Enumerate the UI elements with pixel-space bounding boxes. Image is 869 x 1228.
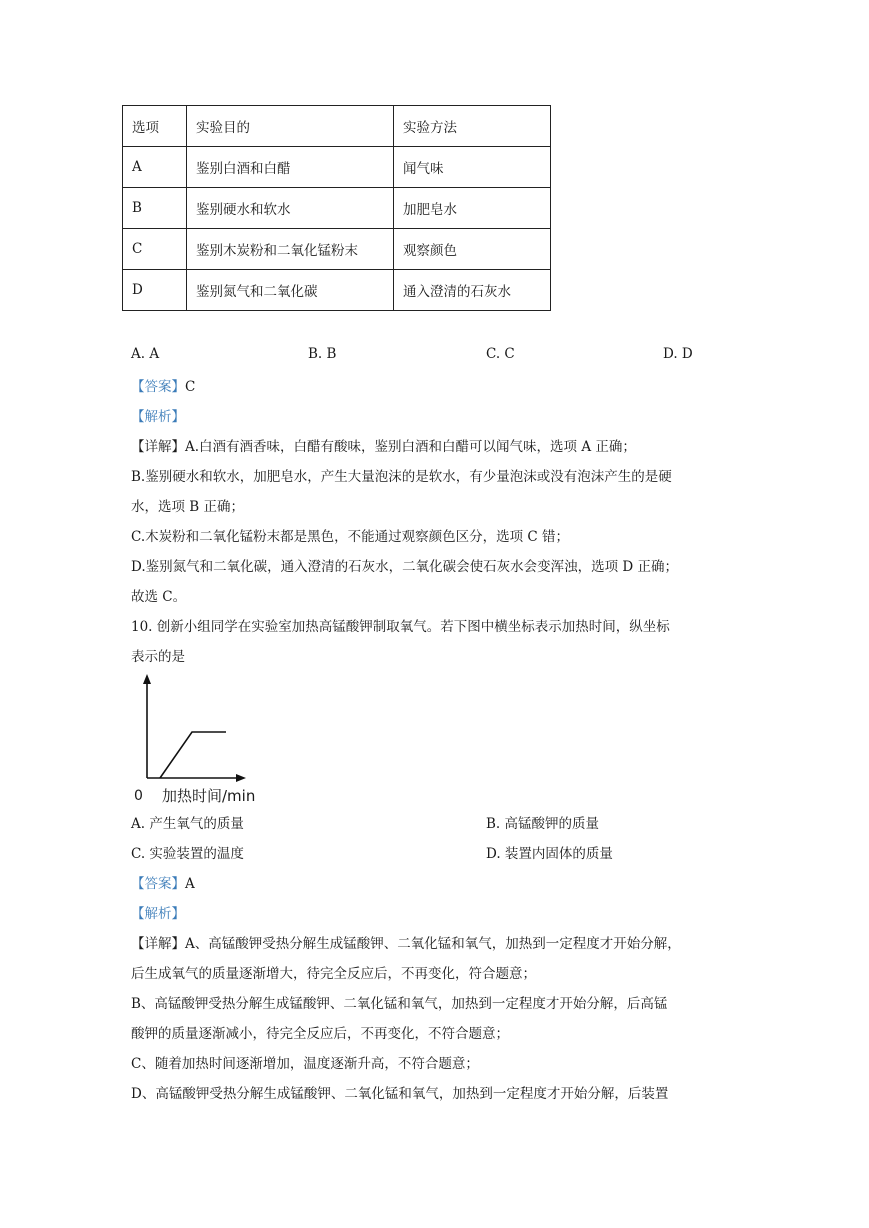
graph-origin-label: 0 [134, 788, 143, 804]
q9-analysis-tag: 【解析】 [131, 409, 185, 425]
table-cell: A [123, 147, 187, 188]
answer-tag: 【答案】 [131, 379, 185, 395]
detail-text: A.白酒有酒香味，白醋有酸味，鉴别白酒和白醋可以闻气味，选项 A 正确； [185, 439, 636, 455]
answer-tag: 【答案】 [131, 876, 185, 892]
table-row [123, 188, 551, 229]
table-cell: B [123, 188, 187, 229]
q10-stem-cont: 表示的是 [131, 649, 185, 665]
q9-option-a: A. A [131, 346, 160, 362]
q10-option-c: C. 实验装置的温度 [131, 846, 244, 862]
graph-curve [160, 732, 226, 778]
table-cell: 通入澄清的石灰水 [394, 270, 551, 311]
table-header-cell: 选项 [123, 106, 187, 147]
graph-x-axis-label: 加热时间/min [162, 787, 256, 805]
table-cell: 鉴别硬水和软水 [187, 188, 394, 229]
q10-option-d: D. 装置内固体的质量 [486, 846, 613, 862]
answer-value: A [185, 876, 195, 892]
q9-answer-line [131, 375, 195, 395]
table-header-cell: 实验目的 [187, 106, 394, 147]
y-axis-arrow-icon [143, 674, 151, 684]
q10-option-a: A. 产生氧气的质量 [131, 816, 244, 832]
q10-analysis-tag: 【解析】 [131, 906, 185, 922]
detail-tag: 【详解】 [131, 936, 185, 952]
table-cell: 鉴别白酒和白醋 [187, 147, 394, 188]
q9-explanation-line: C.木炭粉和二氧化锰粉末都是黑色，不能通过观察颜色区分，选项 C 错； [131, 529, 570, 545]
table-header-row [123, 106, 551, 147]
table-header-cell: 实验方法 [394, 106, 551, 147]
table-cell: 观察颜色 [394, 229, 551, 270]
table-cell: 鉴别氮气和二氧化碳 [187, 270, 394, 311]
answer-value: C [185, 379, 196, 395]
experiment-table [122, 105, 551, 311]
q9-explanation-line: D.鉴别氮气和二氧化碳，通入澄清的石灰水，二氧化碳会使石灰水会变浑浊，选项 D 正确； [131, 559, 679, 575]
q9-option-b: B. B [308, 346, 337, 362]
detail-text: A、高锰酸钾受热分解生成锰酸钾、二氧化锰和氧气，加热到一定程度才开始分解， [185, 936, 681, 952]
table-cell: 加肥皂水 [394, 188, 551, 229]
q10-explanation-line: C、随着加热时间逐渐增加，温度逐渐升高，不符合题意； [131, 1056, 479, 1072]
q9-option-c: C. C [486, 346, 515, 362]
q9-option-d: D. D [663, 346, 693, 362]
table-cell: D [123, 270, 187, 311]
detail-tag: 【详解】 [131, 439, 185, 455]
q10-explanation-line: B、高锰酸钾受热分解生成锰酸钾、二氧化锰和氧气，加热到一定程度才开始分解，后高锰 [131, 996, 668, 1012]
q9-explanation-line: 水，选项 B 正确； [131, 499, 245, 515]
table-cell: 闻气味 [394, 147, 551, 188]
q10-stem: 10. 创新小组同学在实验室加热高锰酸钾制取氧气。若下图中横坐标表示加热时间，纵坐标 [131, 619, 670, 635]
table-row [123, 270, 551, 311]
table-row [123, 147, 551, 188]
q10-explanation-line: D、高锰酸钾受热分解生成锰酸钾、二氧化锰和氧气，加热到一定程度才开始分解，后装置 [131, 1086, 669, 1102]
q9-explanation-line: B.鉴别硬水和软水，加肥皂水，产生大量泡沫的是软水，有少量泡沫或没有泡沫产生的是硬 [131, 469, 672, 485]
table-cell: C [123, 229, 187, 270]
q9-explanation-line: 故选 C。 [131, 589, 187, 605]
table-cell: 鉴别木炭粉和二氧化锰粉末 [187, 229, 394, 270]
q10-detail-line [131, 932, 681, 952]
q10-option-b: B. 高锰酸钾的质量 [486, 816, 600, 832]
x-axis-arrow-icon [236, 774, 246, 782]
q10-explanation-line: 酸钾的质量逐渐减小，待完全反应后，不再变化，不符合题意； [131, 1026, 509, 1042]
q10-explanation-line: 后生成氧气的质量逐渐增大，待完全反应后，不再变化，符合题意； [131, 966, 536, 982]
q10-answer-line [131, 872, 195, 892]
q9-detail-line [131, 435, 636, 455]
table-row [123, 229, 551, 270]
